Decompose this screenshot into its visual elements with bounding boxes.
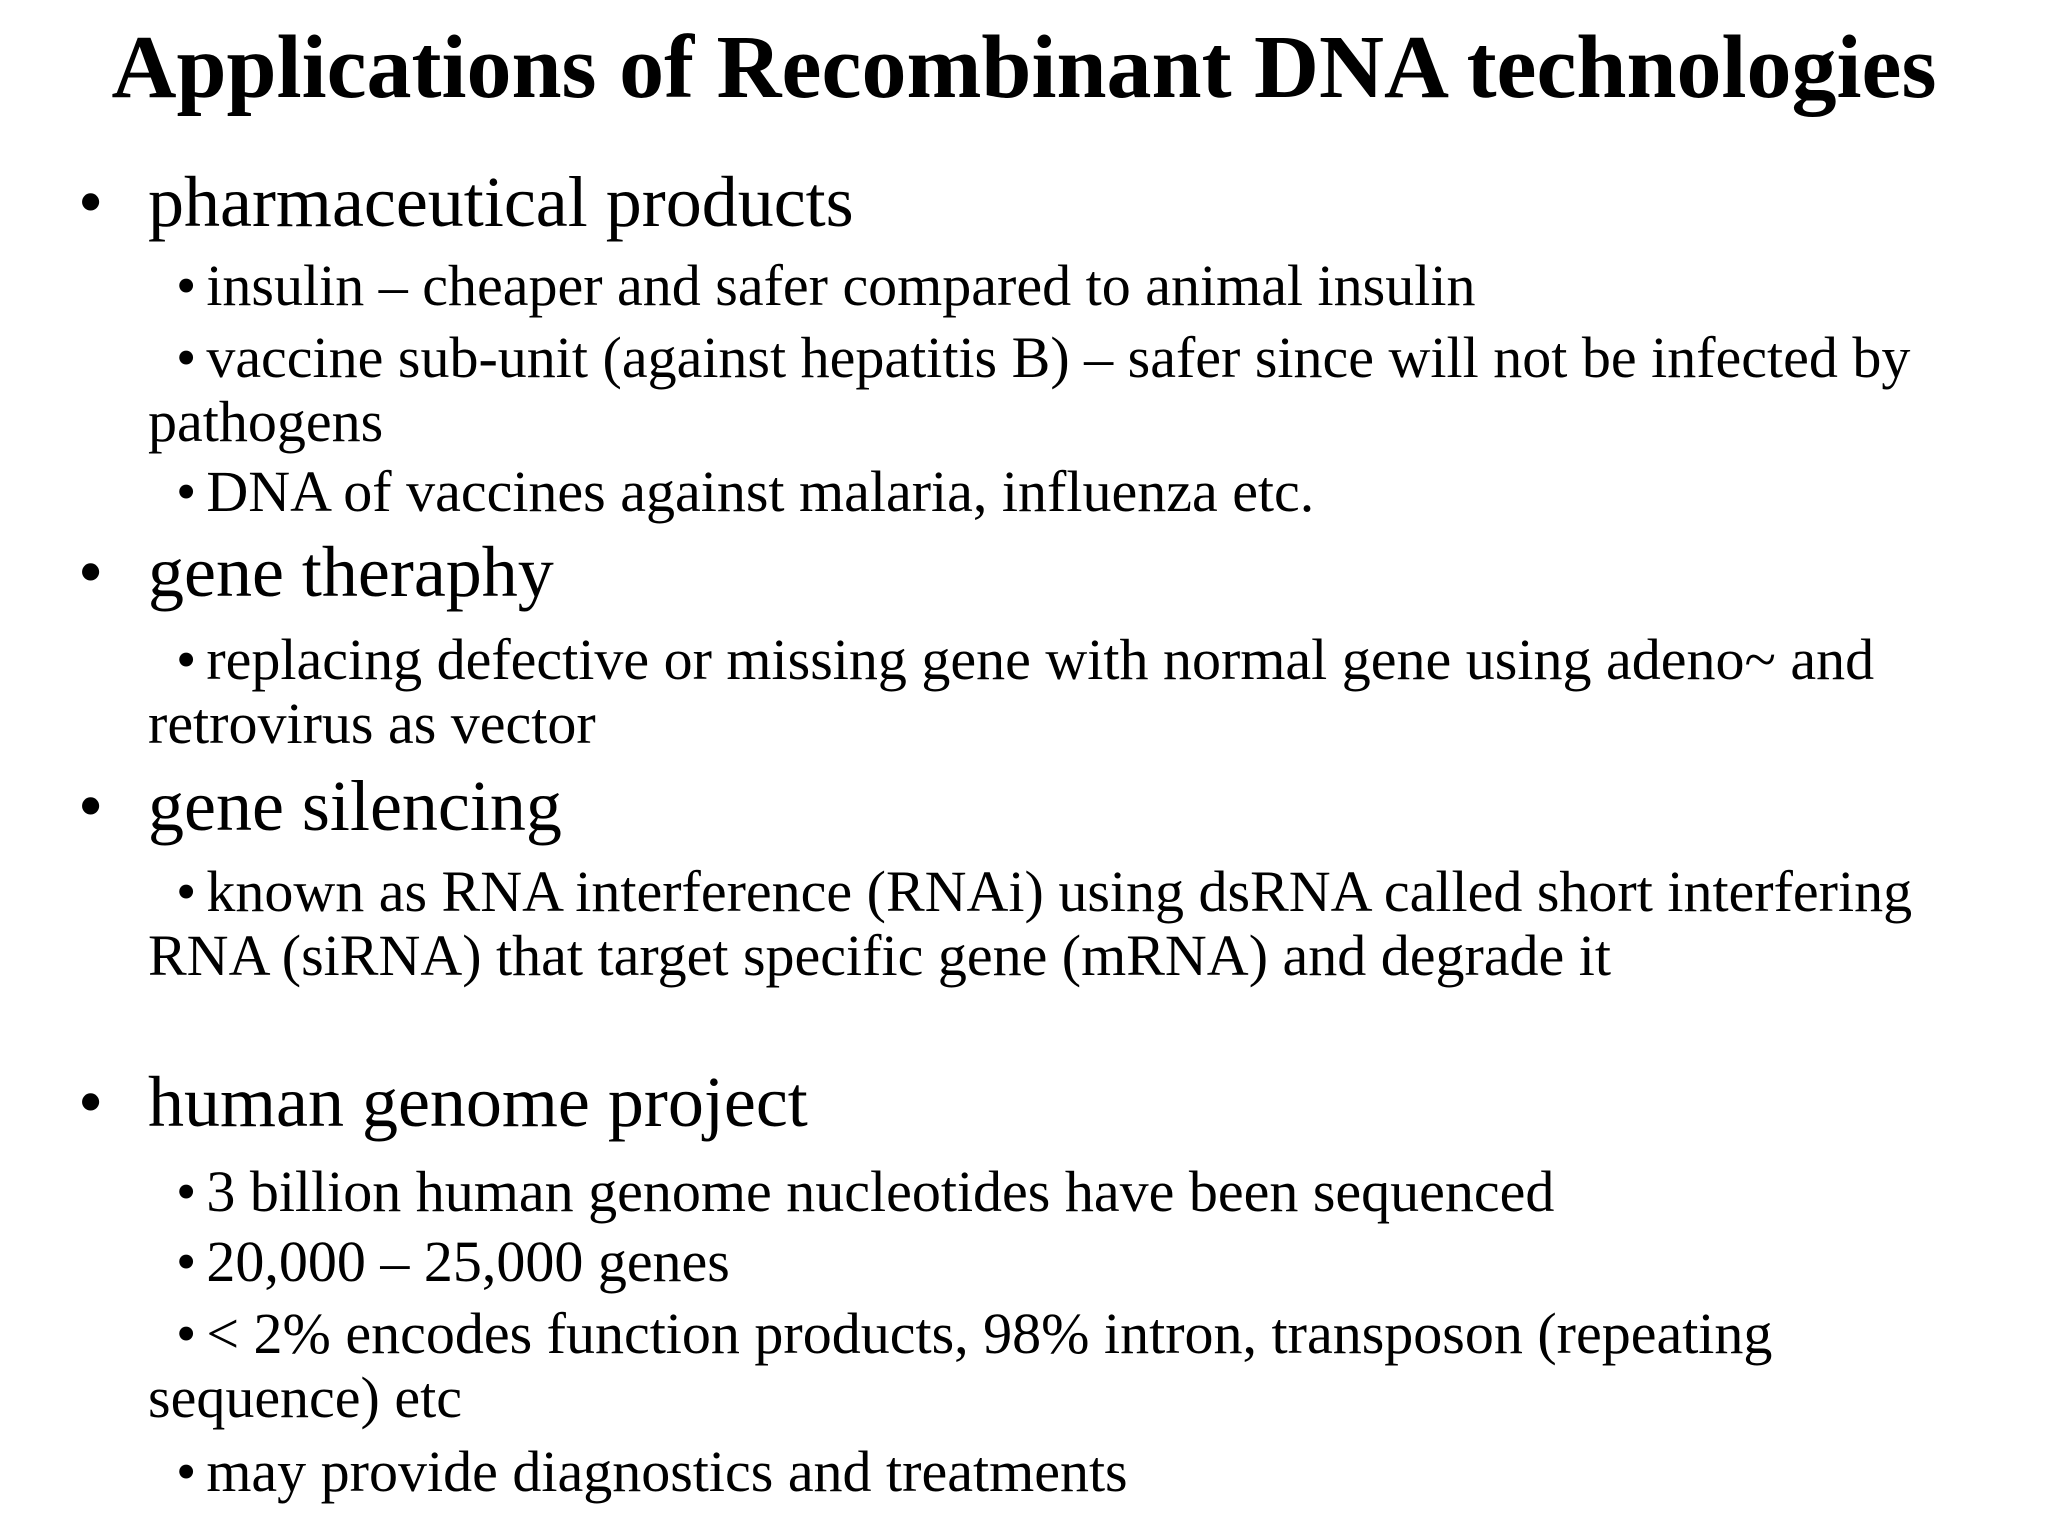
sub-bullet-text: < 2% encodes function products, 98% intron, transposon (repeating sequence) etc: [148, 1301, 1773, 1430]
bullet-icon: •: [176, 627, 197, 692]
bullet-item-human-genome-project: [0, 1060, 2048, 1144]
bullet-item-gene-therapy: [0, 530, 2048, 614]
bullet-icon: •: [176, 325, 197, 390]
sub-bullet-item: [148, 1302, 2008, 1430]
sub-bullet-text: replacing defective or missing gene with normal gene using adeno~ and retrovirus as vector: [148, 627, 1875, 756]
bullet-icon: •: [176, 859, 197, 924]
bullet-icon: •: [78, 1062, 104, 1142]
sub-bullet-text: may provide diagnostics and treatments: [206, 1439, 1128, 1504]
sub-bullet-item: [148, 326, 2008, 454]
bullet-icon: •: [176, 253, 197, 318]
sub-bullet-item: [148, 460, 2008, 524]
sub-bullet-item: [148, 860, 2008, 988]
bullet-icon: •: [78, 532, 104, 612]
sub-bullet-text: insulin – cheaper and safer compared to animal insulin: [206, 253, 1476, 318]
sub-bullet-item: [148, 1440, 2008, 1504]
sub-bullet-text: 3 billion human genome nucleotides have been sequenced: [206, 1159, 1555, 1224]
bullet-icon: •: [176, 459, 197, 524]
sub-bullet-text: known as RNA interference (RNAi) using dsRNA called short interfering RNA (siRNA) that target specific gene (mRNA) and degrade it: [148, 859, 1913, 988]
sub-bullet-text: 20,000 – 25,000 genes: [206, 1229, 730, 1294]
bullet-item-pharmaceutical-products: [0, 160, 2048, 244]
bullet-icon: •: [176, 1229, 197, 1294]
bullet-item-gene-silencing: [0, 764, 2048, 848]
sub-bullet-item: [148, 1230, 2008, 1294]
bullet-heading: human genome project: [148, 1062, 808, 1142]
bullet-heading: gene silencing: [148, 766, 562, 846]
bullet-heading: gene theraphy: [148, 532, 554, 612]
sub-bullet-item: [148, 1160, 2008, 1224]
sub-bullet-item: [148, 628, 2008, 756]
bullet-icon: •: [78, 162, 104, 242]
sub-bullet-text: DNA of vaccines against malaria, influenza etc.: [206, 459, 1315, 524]
sub-bullet-item: [148, 254, 2008, 318]
bullet-icon: •: [176, 1159, 197, 1224]
slide-title: Applications of Recombinant DNA technologies: [111, 18, 1937, 117]
bullet-heading: pharmaceutical products: [148, 162, 854, 242]
bullet-icon: •: [78, 766, 104, 846]
bullet-icon: •: [176, 1439, 197, 1504]
bullet-icon: •: [176, 1301, 197, 1366]
sub-bullet-text: vaccine sub-unit (against hepatitis B) – safer since will not be infected by pathogens: [148, 325, 1911, 454]
